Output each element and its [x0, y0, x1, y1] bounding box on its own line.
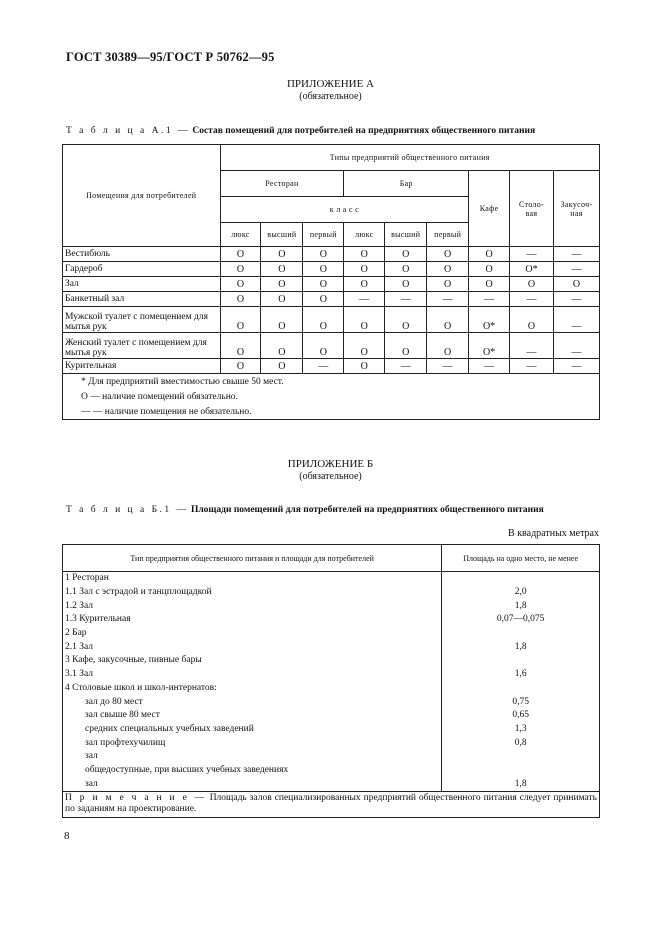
table-cell: О	[510, 277, 554, 292]
table-row	[63, 668, 600, 682]
table-row	[63, 277, 600, 292]
table-cell: —	[427, 292, 469, 307]
bar-lux-header: люкс	[344, 223, 385, 247]
table-cell: О	[469, 247, 510, 262]
table-cell: О	[261, 247, 303, 262]
table-a-note: О — наличие помещений обязательно.	[63, 389, 600, 404]
table-cell: О	[469, 262, 510, 277]
table-cell: —	[510, 333, 554, 359]
area-item-name: средних специальных учебных заведений	[63, 723, 442, 737]
table-row	[63, 247, 600, 262]
area-item-value: 1,8	[442, 599, 600, 613]
table-cell: —	[469, 292, 510, 307]
table-cell: —	[553, 262, 599, 277]
cafe-header: Кафе	[469, 171, 510, 247]
area-item-name: 2 Бар	[63, 627, 442, 641]
table-cell: О	[344, 277, 385, 292]
table-cell: —	[510, 247, 554, 262]
table-row	[63, 586, 600, 600]
table-cell: О	[427, 277, 469, 292]
units-label: В квадратных метрах	[508, 528, 599, 539]
room-name: Зал	[63, 277, 221, 292]
table-b	[62, 544, 600, 818]
area-item-value: 0,07—0,075	[442, 613, 600, 627]
area-item-name: зал профтехучилищ	[63, 736, 442, 750]
rooms-col-header: Помещения для потребителей	[63, 145, 221, 247]
table-cell: О	[220, 307, 261, 333]
table-row	[63, 736, 600, 750]
table-a-note: — — наличие помещения не обязательно.	[63, 404, 600, 420]
table-cell: О	[344, 262, 385, 277]
table-cell: О	[385, 277, 427, 292]
table-row	[63, 682, 600, 696]
page-header: ГОСТ 30389—95/ГОСТ Р 50762—95	[66, 50, 275, 64]
table-cell: —	[427, 359, 469, 374]
types-header: Типы предприятий общественного питания	[220, 145, 599, 171]
table-cell: О*	[469, 307, 510, 333]
area-item-name: зал свыше 80 мест	[63, 709, 442, 723]
table-cell: О	[261, 333, 303, 359]
table-cell: —	[510, 292, 554, 307]
area-item-value	[442, 682, 600, 696]
table-b-caption	[66, 505, 544, 515]
table-cell: О	[553, 277, 599, 292]
table-a-note: * Для предприятий вместимостью свыше 50 мест.	[63, 374, 600, 390]
table-cell: О	[344, 247, 385, 262]
restaurant-header: Ресторан	[220, 171, 344, 197]
bar-header: Бар	[344, 171, 469, 197]
table-b-note-text: Площадь залов специализированных предприятий общественного питания следует принимать по заданиям на проектирование.	[65, 793, 598, 814]
table-row	[63, 599, 600, 613]
area-item-value: 1,8	[442, 777, 600, 791]
table-cell: О	[303, 262, 344, 277]
area-item-value	[442, 627, 600, 641]
table-cell: —	[385, 359, 427, 374]
area-item-value: 1,8	[442, 640, 600, 654]
area-item-name: 1.3 Курительная	[63, 613, 442, 627]
table-cell: О	[344, 333, 385, 359]
table-cell: О	[220, 359, 261, 374]
table-b-note	[63, 792, 600, 818]
table-cell: О	[303, 247, 344, 262]
area-item-name: 1.2 Зал	[63, 599, 442, 613]
area-item-name: общедоступные, при высших учебных заведениях	[63, 764, 442, 778]
room-name: Вестибюль	[63, 247, 221, 262]
table-cell: О	[303, 277, 344, 292]
table-row	[63, 627, 600, 641]
table-row	[63, 572, 600, 586]
room-name: Банкетный зал	[63, 292, 221, 307]
area-item-name: зал	[63, 777, 442, 791]
table-cell: О	[303, 333, 344, 359]
room-name: Курительная	[63, 359, 221, 374]
area-item-name: 2.1 Зал	[63, 640, 442, 654]
canteen-header: Столо- вая	[510, 171, 554, 247]
table-cell: О	[261, 307, 303, 333]
table-row	[63, 709, 600, 723]
table-cell: О	[385, 333, 427, 359]
table-cell: О	[261, 262, 303, 277]
table-row	[63, 613, 600, 627]
table-row	[63, 333, 600, 359]
table-cell: О	[303, 307, 344, 333]
table-cell: —	[469, 359, 510, 374]
table-cell: О*	[510, 262, 554, 277]
class-header: к л а с с	[220, 197, 469, 223]
area-item-name: 1 Ресторан	[63, 572, 442, 586]
table-row	[63, 292, 600, 307]
table-cell: О	[427, 262, 469, 277]
area-item-value: 0,75	[442, 695, 600, 709]
area-item-name: 3.1 Зал	[63, 668, 442, 682]
area-item-name: зал	[63, 750, 442, 764]
bar-first-header: первый	[427, 223, 469, 247]
table-row	[63, 750, 600, 764]
restaurant-highest-header: высший	[261, 223, 303, 247]
area-item-value	[442, 572, 600, 586]
area-item-value: 2,0	[442, 586, 600, 600]
area-item-value: 0,8	[442, 736, 600, 750]
appendix-b-title: ПРИЛОЖЕНИЕ Б	[287, 458, 374, 470]
area-item-value	[442, 750, 600, 764]
table-cell: —	[553, 247, 599, 262]
bar-highest-header: высший	[385, 223, 427, 247]
table-cell: О	[510, 307, 554, 333]
table-cell: —	[553, 292, 599, 307]
room-name: Женский туалет с помещением для мытья рук	[63, 333, 221, 359]
appendix-b-subtitle: (обязательное)	[299, 471, 362, 482]
table-a	[62, 144, 600, 420]
table-cell: О	[303, 292, 344, 307]
table-b-col1-header: Тип предприятия общественного питания и площади для потребителей	[63, 545, 442, 572]
table-row	[63, 777, 600, 791]
table-cell: —	[303, 359, 344, 374]
room-name: Гардероб	[63, 262, 221, 277]
table-cell: О*	[469, 333, 510, 359]
table-a-caption	[66, 126, 535, 136]
table-row	[63, 723, 600, 737]
snack-bar-header: Закусоч- ная	[553, 171, 599, 247]
table-cell: О	[469, 277, 510, 292]
table-row	[63, 654, 600, 668]
restaurant-first-header: первый	[303, 223, 344, 247]
table-b-caption-title: Площади помещений для потребителей на предприятиях общественного питания	[190, 505, 544, 515]
appendix-a-subtitle: (обязательное)	[299, 91, 362, 102]
area-item-name: зал до 80 мест	[63, 695, 442, 709]
area-item-value	[442, 764, 600, 778]
table-cell: —	[510, 359, 554, 374]
table-row	[63, 764, 600, 778]
table-cell: О	[385, 262, 427, 277]
table-cell: О	[427, 333, 469, 359]
table-cell: О	[385, 307, 427, 333]
table-cell: О	[220, 262, 261, 277]
area-item-value: 1,6	[442, 668, 600, 682]
table-cell: О	[385, 247, 427, 262]
table-cell: О	[344, 359, 385, 374]
area-item-value: 0,65	[442, 709, 600, 723]
table-row	[63, 695, 600, 709]
area-item-value	[442, 654, 600, 668]
appendix-a-title: ПРИЛОЖЕНИЕ А	[286, 78, 374, 90]
table-a-caption-prefix: Т а б л и ц а А.1 —	[66, 126, 190, 136]
table-b-col2-header: Площадь на одно место, не менее	[442, 545, 600, 572]
table-cell: —	[553, 333, 599, 359]
area-item-name: 1.1 Зал с эстрадой и танцплощадкой	[63, 586, 442, 600]
table-row	[63, 307, 600, 333]
table-cell: —	[344, 292, 385, 307]
table-cell: О	[261, 277, 303, 292]
restaurant-lux-header: люкс	[220, 223, 261, 247]
table-row	[63, 359, 600, 374]
table-cell: —	[553, 307, 599, 333]
table-row	[63, 640, 600, 654]
area-item-value: 1,3	[442, 723, 600, 737]
table-row	[63, 262, 600, 277]
table-cell: О	[220, 292, 261, 307]
table-cell: О	[220, 277, 261, 292]
table-a-caption-title: Состав помещений для потребителей на предприятиях общественного питания	[192, 126, 536, 136]
area-item-name: 4 Столовые школ и школ-интернатов:	[63, 682, 442, 696]
table-cell: О	[427, 247, 469, 262]
table-b-note-label: П р и м е ч а н и е —	[65, 793, 207, 803]
table-cell: —	[385, 292, 427, 307]
table-cell: О	[220, 247, 261, 262]
table-cell: О	[261, 359, 303, 374]
table-cell: О	[344, 307, 385, 333]
table-cell: О	[427, 307, 469, 333]
page-number: 8	[64, 830, 70, 842]
room-name: Мужской туалет с помещением для мытья рук	[63, 307, 221, 333]
table-cell: О	[220, 333, 261, 359]
table-cell: О	[261, 292, 303, 307]
area-item-name: 3 Кафе, закусочные, пивные бары	[63, 654, 442, 668]
table-b-caption-prefix: Т а б л и ц а Б.1 —	[66, 505, 189, 515]
table-cell: —	[553, 359, 599, 374]
